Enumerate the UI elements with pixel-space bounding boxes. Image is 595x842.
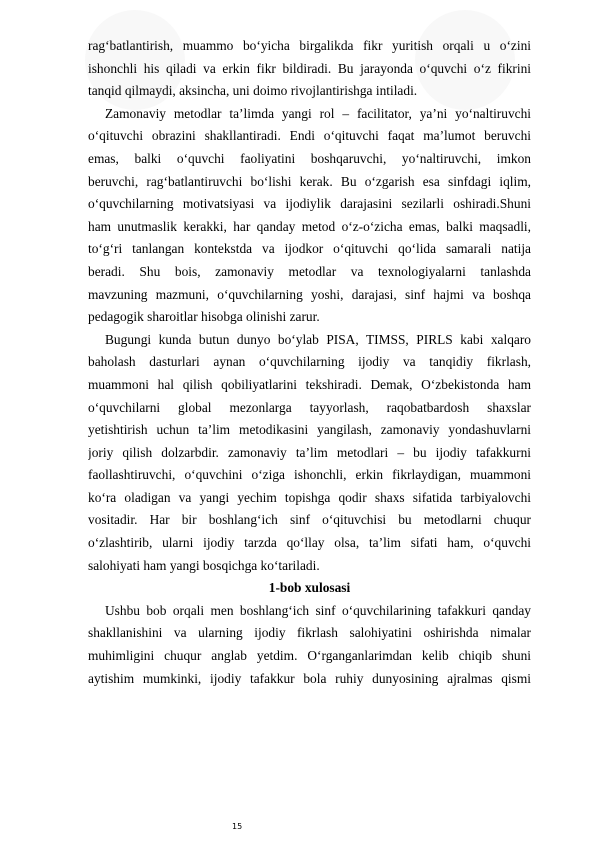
- paragraph-start-line: Zamonaviy metodlar ta’limda yangi rol – facilitator, ya’ni yo‘naltiruvchi: [105, 105, 531, 121]
- text-line: muammoni hal qilish qobiliyatlarini tekshiradi. Demak, O‘zbekistonda ham: [88, 376, 531, 392]
- text-line: shakllanishini va ularning ijodiy fikrlash salohiyatini oshirishda nimalar: [88, 625, 531, 641]
- text-line: ko‘ra oladigan va yangi yechim topishga qodir shaxs sifatida tarbiyalovchi: [88, 489, 531, 505]
- paragraph-start-line: Bugungi kunda butun dunyo bo‘ylab PISA, TIMSS, PIRLS kabi xalqaro: [105, 331, 531, 347]
- text-line: beruvchi, rag‘batlantiruvchi bo‘lishi kerak. Bu o‘zgarish esa sinfdagi iqlim,: [88, 173, 531, 189]
- text-line: aytishim mumkinki, ijodiy tafakkur bola ruhiy dunyosining ajralmas qismi: [88, 670, 531, 686]
- text-line: o‘qituvchi obrazini shakllantiradi. Endi o‘qituvchi faqat ma’lumot beruvchi: [88, 128, 531, 144]
- paragraph-start-line: Ushbu bob orqali men boshlang‘ich sinf o‘quvchilarining tafakkuri qanday: [105, 602, 531, 618]
- text-line: pedagogik sharoitlar hisobga olinishi zarur.: [88, 309, 320, 325]
- document-body: [88, 35, 531, 690]
- text-line: tanqid qilmaydi, aksincha, uni doimo rivojlantirishga intiladi.: [88, 83, 418, 99]
- text-line: joriy qilish dolzarbdir. zamonaviy ta’lim metodlari – bu ijodiy tafakkurni: [88, 444, 531, 460]
- text-line: rag‘batlantirish, muammo bo‘yicha birgalikda fikr yuritish orqali u o‘zini: [88, 38, 531, 53]
- text-line: faollashtiruvchi, o‘quvchini o‘ziga ishonchli, erkin fikrlaydigan, muammoni: [88, 467, 531, 483]
- text-line: beradi. Shu bois, zamonaviy metodlar va texnologiyalarni tanlashda: [88, 263, 531, 279]
- text-line: mavzuning mazmuni, o‘quvchilarning yoshi, darajasi, sinf hajmi va boshqa: [88, 286, 531, 302]
- text-line: ishonchli his qiladi va erkin fikr bildiradi. Bu jarayonda o‘quvchi o‘z fikrini: [88, 60, 531, 76]
- section-heading: 1-bob xulosasi: [268, 580, 351, 596]
- text-line: vositadir. Har bir boshlang‘ich sinf o‘qituvchisi bu metodlarni chuqur: [88, 512, 531, 528]
- text-line: emas, balki o‘quvchi faoliyatini boshqaruvchi, yo‘naltiruvchi, imkon: [88, 150, 531, 166]
- text-line: o‘quvchilarning motivatsiyasi va ijodiylik darajasini sezilarli oshiradi.Shuni: [88, 196, 531, 212]
- text-line: to‘g‘ri tanlangan kontekstda va ijodkor o‘qituvchi qo‘lida samarali natija: [88, 241, 531, 257]
- text-line: yetishtirish uchun ta’lim metodikasini yangilash, zamonaviy yondashuvlarni: [88, 422, 531, 438]
- text-line: o‘quvchilarni global mezonlarga tayyorlash, raqobatbardosh shaxslar: [88, 399, 531, 415]
- text-line: ham unutmaslik kerakki, har qanday metod o‘z-o‘zicha emas, balki maqsadli,: [88, 218, 531, 234]
- text-line: salohiyati ham yangi bosqichga ko‘tariladi.: [88, 557, 320, 573]
- text-line: baholash dasturlari aynan o‘quvchilarning ijodiy va tanqidiy fikrlash,: [88, 354, 531, 370]
- text-line: o‘zlashtirib, ularni ijodiy tarzda qo‘llay olsa, ta’lim sifati ham, o‘quvchi: [88, 535, 531, 551]
- page-number: 15: [232, 822, 243, 831]
- text-line: muhimligini chuqur anglab yetdim. O‘rganganlarimdan kelib chiqib shuni: [88, 648, 531, 664]
